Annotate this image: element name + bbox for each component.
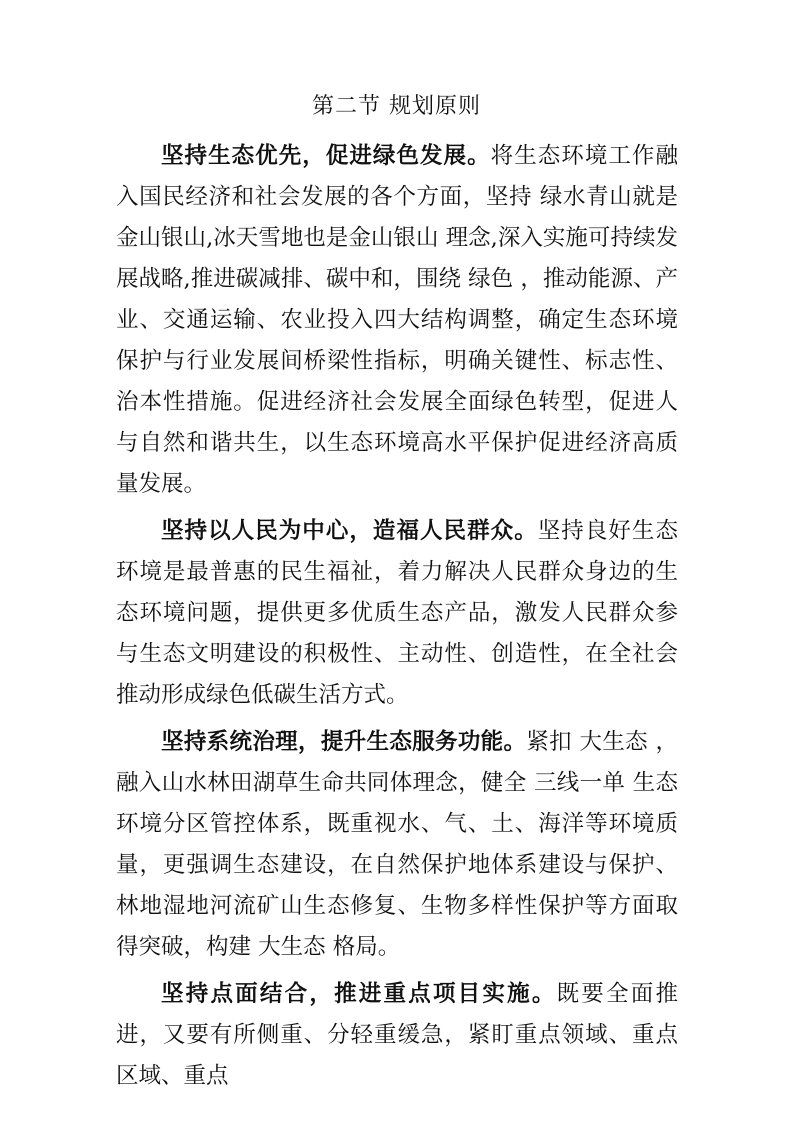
paragraph-lead: 坚持生态优先，促进绿色发展。 xyxy=(161,143,491,169)
paragraph-lead: 坚持点面结合，推进重点项目实施。 xyxy=(161,981,557,1007)
paragraph-body: 将生态环境工作融入国民经济和社会发展的各个方面，坚持 绿水青山就是金山银山,冰天雪地也是金山银山 理念,深入实施可持续发展战略,推进碳减排、碳中和，围绕 绿色 ，推动能源、产业、交通运输、农业投入四大结构调整，确定生态环境保护与行业发展间桥梁性指标，明确关键性、标志性、治本性措施。促进经济社会发展全面绿色转型，促进人与自然和谐共生，以生态环境高水平保护促进经济高质量发展。 xyxy=(116,143,678,497)
paragraph-people-centered xyxy=(116,511,678,716)
paragraph-lead: 坚持系统治理，提升生态服务功能。 xyxy=(161,729,527,755)
paragraph-key-projects xyxy=(116,974,678,1097)
paragraph-lead: 坚持以人民为中心，造福人民群众。 xyxy=(161,518,538,544)
section-title: 第二节 规划原则 xyxy=(312,94,481,119)
paragraph-system-governance xyxy=(116,722,678,968)
document-body xyxy=(116,136,678,1097)
paragraph-body: 坚持良好生态环境是最普惠的民生福祉，着力解决人民群众身边的生态环境问题，提供更多优质生态产品，激发人民群众参与生态文明建设的积极性、主动性、创造性，在全社会推动形成绿色低碳生活方式。 xyxy=(116,518,678,708)
paragraph-green-development xyxy=(116,136,678,505)
paragraph-body: 既要全面推进，又要有所侧重、分轻重缓急，紧盯重点领域、重点区域、重点 xyxy=(116,981,678,1089)
paragraph-body: 紧扣 大生态 ，融入山水林田湖草生命共同体理念，健全 三线一单 生态环境分区管控体系，既重视水、气、土、海洋等环境质量，更强调生态建设，在自然保护地体系建设与保护、林地湿地河流矿山生态修复、生物多样性保护等方面取得突破，构建 大生态 格局。 xyxy=(116,729,678,960)
